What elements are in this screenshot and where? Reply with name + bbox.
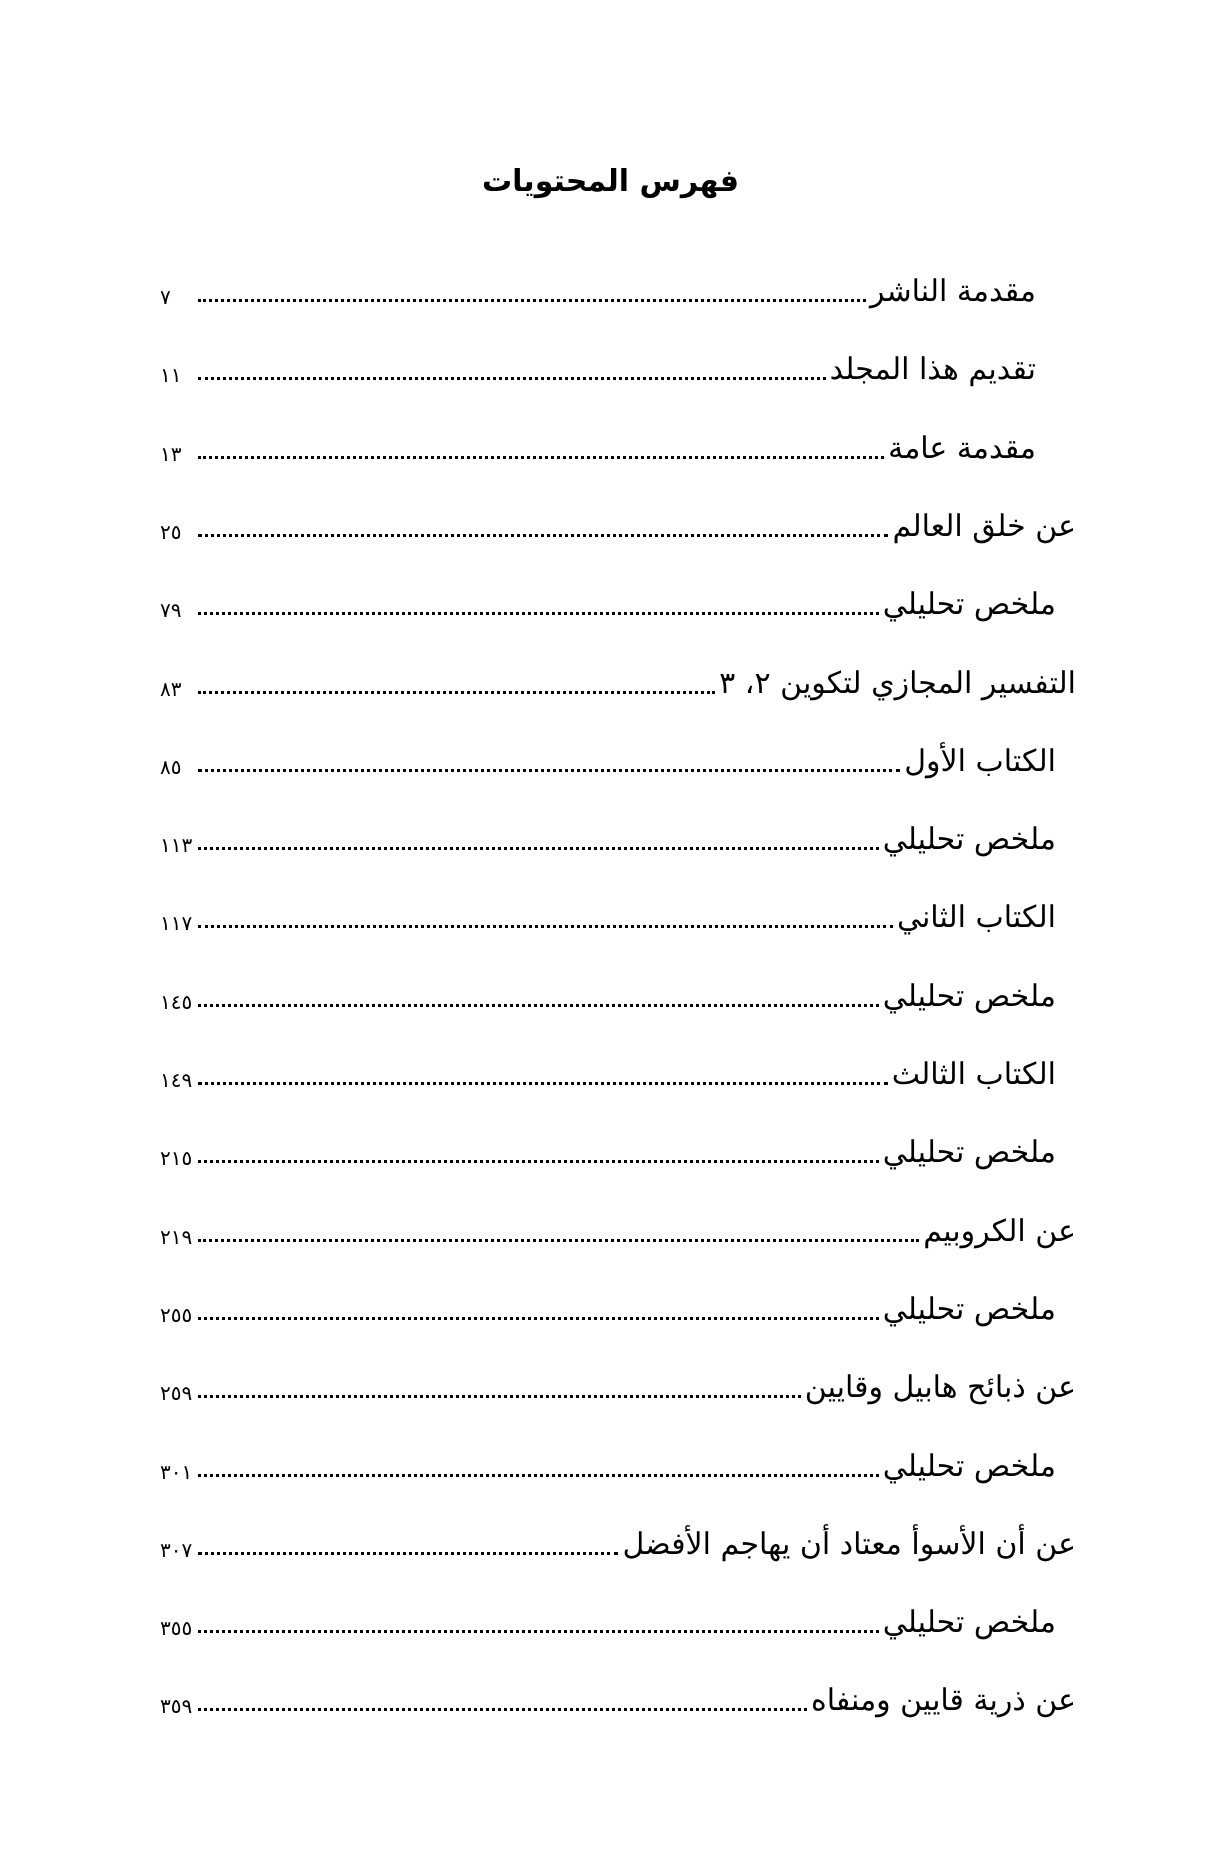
toc-entry[interactable] [160,419,1036,469]
dot-leader [198,456,884,459]
toc-entry[interactable] [160,732,1056,782]
toc-entry-title: ملخص تحليلي [882,1291,1056,1327]
toc-entry-title: التفسير المجازي لتكوين ٢، ٣ [719,665,1076,701]
toc-entry[interactable] [160,1437,1056,1487]
dot-leader [198,691,715,694]
toc-entry-title: مقدمة الناشر [869,274,1036,309]
toc-entry-page-number: ٢٥٥ [160,1302,193,1327]
toc-entry-title: ملخص تحليلي [882,822,1056,858]
toc-entry-title: عن خلق العالم [892,508,1076,544]
toc-entry-page-number: ١١ [160,363,182,388]
toc-entry-title: الكتاب الثالث [891,1057,1056,1092]
toc-entry-page-number: ٢٥ [160,519,182,544]
dot-leader [198,1004,878,1007]
toc-entry[interactable] [160,967,1056,1017]
dot-leader [198,299,866,302]
toc-entry-title: ملخص تحليلي [882,978,1056,1014]
toc-entry-title: ملخص تحليلي [882,1605,1056,1641]
toc-entry-title: تقديم هذا المجلد [829,352,1036,388]
toc-entry-page-number: ٨٥ [160,754,182,779]
toc-entry[interactable] [160,654,1076,704]
toc-entry-page-number: ٢٥٩ [160,1381,193,1406]
toc-entry-page-number: ٧٩ [160,598,182,623]
dot-leader [198,1395,801,1398]
dot-leader [198,1708,807,1711]
toc-entry-title: ملخص تحليلي [882,587,1056,623]
toc-entry-page-number: ٣٥٩ [160,1694,193,1719]
toc-entry-page-number: ٧ [160,285,171,309]
toc-entry[interactable] [160,810,1056,860]
toc-entry[interactable] [160,1671,1076,1721]
dot-leader [198,1082,887,1085]
toc-entry-page-number: ٢١٩ [160,1224,193,1249]
toc-entry-page-number: ١٤٩ [160,1068,193,1092]
toc-entry-title: عن الكروبيم [923,1213,1076,1249]
toc-entry-title: عن أن الأسوأ معتاد أن يهاجم الأفضل [622,1526,1076,1562]
toc-entry[interactable] [160,1280,1056,1330]
toc-entry-page-number: ٢١٥ [160,1146,193,1171]
toc-entry[interactable] [160,575,1056,625]
dot-leader [198,1630,878,1633]
toc-entry[interactable] [160,888,1056,938]
toc-entry-title: الكتاب الأول [904,743,1056,779]
page-title: فهرس المحتويات [482,164,739,199]
toc-entry-page-number: ٣٥٥ [160,1616,193,1641]
toc-entry-title: عن ذرية قايين ومنفاه [811,1683,1076,1719]
dot-leader [198,1160,878,1163]
dot-leader [198,377,826,380]
toc-entry[interactable] [160,262,1036,312]
toc-entry-page-number: ١٤٥ [160,989,193,1014]
dot-leader [198,534,888,537]
toc-entry-page-number: ٣٠٧ [160,1537,193,1562]
toc-entry[interactable] [160,1045,1056,1095]
dot-leader [198,1474,878,1477]
toc-entry[interactable] [160,497,1076,547]
toc-entry-page-number: ٨٣ [160,676,182,701]
dot-leader [198,1239,919,1242]
toc-entry[interactable] [160,1358,1076,1408]
dot-leader [198,925,893,928]
toc-entry-page-number: ١١٧ [160,911,193,936]
toc-entry[interactable] [160,1202,1076,1252]
dot-leader [198,769,900,772]
toc-entry[interactable] [160,1123,1056,1173]
toc-entry-title: مقدمة عامة [888,430,1036,466]
toc-entry-title: ملخص تحليلي [882,1448,1056,1484]
dot-leader [198,1552,618,1555]
toc-entry[interactable] [160,1593,1056,1643]
toc-entry[interactable] [160,340,1036,390]
dot-leader [198,847,878,850]
toc-entry-title: ملخص تحليلي [882,1135,1056,1171]
dot-leader [198,612,879,615]
toc-entry-title: الكتاب الثاني [896,900,1056,936]
toc-entry-title: عن ذبائح هابيل وقايين [804,1370,1076,1406]
toc-entry[interactable] [160,1515,1076,1565]
dot-leader [198,1317,878,1320]
toc-entry-page-number: ٣٠١ [160,1459,193,1484]
toc-entry-page-number: ١١٣ [160,833,193,858]
toc-entry-page-number: ١٣ [160,441,182,466]
